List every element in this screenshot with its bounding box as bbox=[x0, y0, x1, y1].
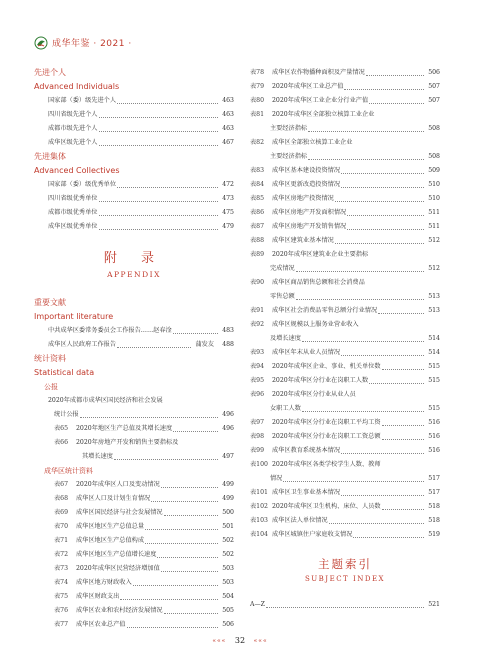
table-number: 表76 bbox=[54, 607, 69, 614]
entry-title: 成华区房地产开发销售情况 bbox=[272, 223, 347, 230]
table-number: 表103 bbox=[250, 517, 268, 524]
dot-leader bbox=[164, 613, 218, 614]
entry-title: 2020年成华区分行业在岗职工人数 bbox=[272, 377, 369, 384]
dot-leader bbox=[164, 515, 218, 516]
page-ref: 510 bbox=[428, 181, 440, 188]
table-number: 表102 bbox=[250, 503, 268, 510]
dot-leader bbox=[382, 509, 424, 510]
dot-leader bbox=[133, 585, 218, 586]
entry-title: 成华区商品销售总额和社会消费品 bbox=[272, 279, 365, 286]
section-heading-en: Advanced Collectives bbox=[34, 166, 120, 175]
toc-entry[interactable] bbox=[250, 430, 440, 444]
dot-leader bbox=[341, 495, 424, 496]
entry-title: 成都市级先进个人 bbox=[48, 125, 98, 132]
entry-title: 2020年成华区分行业在岗职工工资总额 bbox=[272, 433, 381, 440]
entry-title: 成华区教育系统基本情况 bbox=[272, 447, 341, 454]
page-ref: 507 bbox=[428, 97, 440, 104]
toc-entry[interactable] bbox=[250, 122, 440, 136]
table-number: 表93 bbox=[250, 349, 265, 356]
entry-title: 成华区地区生产总值总量 bbox=[76, 523, 145, 530]
toc-entry[interactable] bbox=[34, 506, 234, 520]
toc-entry[interactable] bbox=[250, 598, 440, 612]
dot-leader bbox=[382, 425, 424, 426]
page-header bbox=[0, 0, 480, 50]
table-number: 表67 bbox=[54, 481, 69, 488]
page-ref: 521 bbox=[428, 601, 440, 608]
table-number: 表87 bbox=[250, 223, 265, 230]
page-ref: 514 bbox=[428, 349, 440, 356]
toc-entry[interactable] bbox=[34, 590, 234, 604]
toc-entry[interactable] bbox=[34, 618, 234, 632]
toc-entry[interactable] bbox=[34, 192, 234, 206]
toc-entry[interactable] bbox=[34, 94, 234, 108]
entry-title: 成华区卫生事业基本情况 bbox=[272, 489, 341, 496]
entry-title: 2020年成华区各类学校学生人数、教师 bbox=[272, 461, 381, 468]
toc-entry[interactable] bbox=[250, 374, 440, 388]
toc-entry[interactable] bbox=[250, 220, 440, 234]
toc-entry[interactable] bbox=[250, 514, 440, 528]
page-ref: 513 bbox=[428, 307, 440, 314]
dot-leader bbox=[173, 431, 218, 432]
page-ref: 511 bbox=[428, 209, 440, 216]
dot-leader bbox=[117, 103, 218, 104]
toc-entry[interactable] bbox=[250, 528, 440, 542]
toc-entry[interactable] bbox=[34, 604, 234, 618]
dot-leader bbox=[117, 187, 218, 188]
page-ref: 506 bbox=[222, 621, 234, 628]
table-number: 表77 bbox=[54, 621, 69, 628]
toc-entry[interactable] bbox=[250, 472, 440, 486]
table-number: 表98 bbox=[250, 433, 265, 440]
entry-title: 成华区基本建设投资情况 bbox=[272, 167, 341, 174]
entry-title: 成华区地区生产总值构成 bbox=[76, 537, 145, 544]
table-number: 表75 bbox=[54, 593, 69, 600]
yearbook-logo-icon bbox=[34, 36, 48, 50]
page-ref: 475 bbox=[222, 209, 234, 216]
dot-leader bbox=[341, 355, 424, 356]
dot-leader bbox=[308, 131, 424, 132]
entry-title: 成华区规模以上服务业营业收入 bbox=[272, 321, 359, 328]
dot-leader bbox=[117, 347, 191, 348]
section-heading-en: 附 录 bbox=[103, 251, 165, 266]
table-number: 表79 bbox=[250, 83, 265, 90]
entry-title: 成华区财政支出 bbox=[76, 593, 120, 600]
page-ref: 502 bbox=[222, 537, 234, 544]
page-ref: 496 bbox=[222, 425, 234, 432]
entry-title: 成华区农业总产值 bbox=[76, 621, 126, 628]
page-ref: 507 bbox=[428, 83, 440, 90]
dot-leader bbox=[329, 523, 424, 524]
dot-leader bbox=[283, 481, 424, 482]
page-ref: 517 bbox=[428, 489, 440, 496]
toc-entry[interactable] bbox=[34, 478, 234, 492]
table-number: 表70 bbox=[54, 523, 69, 530]
dot-leader bbox=[99, 201, 219, 202]
table-number: 表81 bbox=[250, 111, 265, 118]
toc-entry[interactable] bbox=[34, 450, 234, 464]
dot-leader bbox=[347, 215, 424, 216]
dot-leader bbox=[369, 383, 424, 384]
entry-title: 成华区法人单位情况 bbox=[272, 517, 328, 524]
toc-entry[interactable] bbox=[250, 416, 440, 430]
entry-title: 2020年成华区工业企业分行业产值 bbox=[272, 97, 369, 104]
toc-entry[interactable] bbox=[34, 136, 234, 150]
toc-entry[interactable] bbox=[250, 486, 440, 500]
entry-title: 统计公报 bbox=[54, 411, 79, 418]
page-ref: 463 bbox=[222, 97, 234, 104]
dot-leader bbox=[266, 607, 424, 608]
page-ref: 509 bbox=[428, 167, 440, 174]
entry-title: 零售总额 bbox=[270, 293, 295, 300]
toc-entry[interactable] bbox=[250, 80, 440, 94]
entry-title: 及增长速度 bbox=[270, 335, 301, 342]
toc-entry[interactable] bbox=[34, 562, 234, 576]
entry-title: 成华区人民政府工作报告 bbox=[48, 341, 117, 348]
entry-title: 成华区建筑业基本情况 bbox=[272, 237, 334, 244]
entry-title: 成华区社会消费品零售总额分行业情况 bbox=[272, 307, 378, 314]
page-ref: 518 bbox=[428, 503, 440, 510]
entry-title: 成华区级先进个人 bbox=[48, 139, 98, 146]
page-ref: 479 bbox=[222, 223, 234, 230]
toc-entry[interactable] bbox=[34, 108, 234, 122]
table-number: 表89 bbox=[250, 251, 265, 258]
entry-title: 国家部（委）级优秀单位 bbox=[48, 181, 117, 188]
toc-right-column bbox=[250, 66, 440, 612]
dot-leader bbox=[114, 459, 218, 460]
toc-entry[interactable] bbox=[250, 262, 440, 276]
table-number: 表96 bbox=[250, 391, 265, 398]
page-ref: 497 bbox=[222, 453, 234, 460]
toc-entry[interactable] bbox=[34, 206, 234, 220]
entry-title: 主要经济指标 bbox=[270, 153, 308, 160]
page-ref: 501 bbox=[222, 523, 234, 530]
page-ref: 518 bbox=[428, 517, 440, 524]
page-number: 32 bbox=[234, 636, 246, 645]
table-number: 表86 bbox=[250, 209, 265, 216]
page-ref: 496 bbox=[222, 411, 234, 418]
toc-entry[interactable] bbox=[34, 220, 234, 234]
table-number: 表78 bbox=[250, 69, 265, 76]
entry-title: 2020年成都市成华区国民经济和社会发展 bbox=[48, 397, 163, 404]
dot-leader bbox=[382, 369, 424, 370]
toc-entry[interactable] bbox=[34, 178, 234, 192]
page-ref: 473 bbox=[222, 195, 234, 202]
toc-entry-line bbox=[250, 388, 440, 402]
page-ref: 508 bbox=[428, 125, 440, 132]
table-number: 表68 bbox=[54, 495, 69, 502]
footer-ornament-left: ««« bbox=[212, 637, 227, 645]
dot-leader bbox=[302, 341, 424, 342]
table-number: 表65 bbox=[54, 425, 69, 432]
dot-leader bbox=[99, 131, 219, 132]
entry-title: 成华区国民经济与社会发展情况 bbox=[76, 509, 163, 516]
toc-entry-line bbox=[34, 436, 234, 450]
table-number: 表85 bbox=[250, 195, 265, 202]
toc-entry-line bbox=[250, 136, 440, 150]
dot-leader bbox=[99, 229, 219, 230]
page-ref: 463 bbox=[222, 125, 234, 132]
entry-title: 情况 bbox=[270, 475, 283, 482]
subsection-heading: 成华区统计资料 bbox=[44, 467, 93, 475]
page-ref: 515 bbox=[428, 405, 440, 412]
dot-leader bbox=[157, 557, 218, 558]
page-ref: 516 bbox=[428, 433, 440, 440]
section-heading: 主题索引 bbox=[318, 557, 372, 571]
toc-entry-line bbox=[250, 458, 440, 472]
entry-title: 2020年成华区建筑业企业主要指标 bbox=[272, 251, 369, 258]
page-ref: 500 bbox=[222, 509, 234, 516]
page-ref: 463 bbox=[222, 111, 234, 118]
page-ref: 508 bbox=[428, 153, 440, 160]
page-ref: 503 bbox=[222, 579, 234, 586]
entry-title: 成华区地区生产总值增长速度 bbox=[76, 551, 157, 558]
entry-title: 主要经济指标 bbox=[270, 125, 308, 132]
toc-entry[interactable] bbox=[250, 164, 440, 178]
table-number: 表101 bbox=[250, 489, 268, 496]
dot-leader bbox=[80, 417, 218, 418]
toc-entry[interactable] bbox=[250, 178, 440, 192]
toc-entry-line bbox=[34, 394, 234, 408]
table-number: 表94 bbox=[250, 363, 265, 370]
page-ref: 516 bbox=[428, 419, 440, 426]
table-number: 表90 bbox=[250, 279, 265, 286]
section-heading-en: APPENDIX bbox=[107, 270, 161, 279]
dot-leader bbox=[161, 487, 218, 488]
dot-leader bbox=[151, 501, 218, 502]
dot-leader bbox=[145, 529, 218, 530]
dot-leader bbox=[341, 453, 424, 454]
entry-title: 成华区更新改造投资情况 bbox=[272, 181, 341, 188]
toc-entry[interactable] bbox=[34, 338, 234, 352]
table-number: 表104 bbox=[250, 531, 268, 538]
toc-entry[interactable] bbox=[250, 94, 440, 108]
entry-title: 2020年成华区分行业从业人员 bbox=[272, 391, 356, 398]
toc-entry[interactable] bbox=[34, 492, 234, 506]
dot-leader bbox=[353, 537, 424, 538]
dot-leader bbox=[99, 145, 219, 146]
footer-ornament-right: ««« bbox=[253, 637, 268, 645]
dot-leader bbox=[378, 313, 424, 314]
entry-title: 其增长速度 bbox=[82, 453, 113, 460]
toc-entry[interactable] bbox=[250, 192, 440, 206]
entry-title: 四川省级优秀单位 bbox=[48, 195, 98, 202]
toc-entry[interactable] bbox=[250, 332, 440, 346]
dot-leader bbox=[308, 159, 424, 160]
toc-entry-line bbox=[250, 276, 440, 290]
page-ref: 512 bbox=[428, 265, 440, 272]
page-ref: 488 bbox=[222, 341, 234, 348]
toc-entry-line bbox=[250, 318, 440, 332]
entry-title: 女职工人数 bbox=[270, 405, 301, 412]
toc-entry-line bbox=[250, 248, 440, 262]
page-ref: 467 bbox=[222, 139, 234, 146]
table-number: 表66 bbox=[54, 439, 69, 446]
page-ref: 510 bbox=[428, 195, 440, 202]
entry-title: 成华区年末从业人员情况 bbox=[272, 349, 341, 356]
dot-leader bbox=[344, 89, 424, 90]
entry-title: 2020年成华区全部独立核算工业企业 bbox=[272, 111, 375, 118]
page-ref: 503 bbox=[222, 565, 234, 572]
table-number: 表83 bbox=[250, 167, 265, 174]
entry-title: 四川省级先进个人 bbox=[48, 111, 98, 118]
page-ref: 513 bbox=[428, 293, 440, 300]
toc-entry[interactable] bbox=[250, 304, 440, 318]
toc-entry[interactable] bbox=[34, 548, 234, 562]
table-number: 表99 bbox=[250, 447, 265, 454]
toc-entry[interactable] bbox=[250, 150, 440, 164]
table-number: 表73 bbox=[54, 565, 69, 572]
dot-leader bbox=[99, 215, 219, 216]
entry-title: 2020年成华区卫生机构、床位、人员数 bbox=[272, 503, 381, 510]
table-number: 表72 bbox=[54, 551, 69, 558]
table-number: 表97 bbox=[250, 419, 265, 426]
dot-leader bbox=[173, 333, 218, 334]
table-number: 表100 bbox=[250, 461, 268, 468]
toc-entry[interactable] bbox=[250, 206, 440, 220]
entry-title: 国家部（委）级先进个人 bbox=[48, 97, 117, 104]
entry-title: 成华区地方财政收入 bbox=[76, 579, 132, 586]
page-ref: 514 bbox=[428, 335, 440, 342]
page-ref: 499 bbox=[222, 495, 234, 502]
toc-entry[interactable] bbox=[34, 422, 234, 436]
header-title: 成华年鉴 · 2021 · bbox=[52, 39, 132, 49]
toc-entry[interactable] bbox=[250, 444, 440, 458]
table-number: 表71 bbox=[54, 537, 69, 544]
page-ref: 502 bbox=[222, 551, 234, 558]
dot-leader bbox=[161, 571, 218, 572]
dot-leader bbox=[127, 627, 219, 628]
table-number: 表92 bbox=[250, 321, 265, 328]
page-ref: 504 bbox=[222, 593, 234, 600]
toc-left-column bbox=[34, 66, 234, 632]
toc-entry[interactable] bbox=[34, 576, 234, 590]
table-number: 表91 bbox=[250, 307, 265, 314]
toc-entry[interactable] bbox=[250, 66, 440, 80]
page-ref: 499 bbox=[222, 481, 234, 488]
section-heading-en: Statistical data bbox=[34, 368, 95, 377]
page-ref: 515 bbox=[428, 363, 440, 370]
entry-title: 成华区农作物播种面积及产量情况 bbox=[272, 69, 365, 76]
section-heading: 先进集体 bbox=[34, 152, 66, 161]
dot-leader bbox=[99, 117, 219, 118]
toc-entry-line bbox=[250, 108, 440, 122]
dot-leader bbox=[369, 103, 424, 104]
table-number: 表82 bbox=[250, 139, 265, 146]
toc-entry[interactable] bbox=[34, 520, 234, 534]
dot-leader bbox=[296, 299, 424, 300]
page-footer bbox=[0, 636, 480, 645]
dot-leader bbox=[145, 543, 218, 544]
entry-title: 2020年地区生产总值及其增长速度 bbox=[76, 425, 173, 432]
dot-leader bbox=[382, 439, 424, 440]
page-ref: 511 bbox=[428, 223, 440, 230]
dot-leader bbox=[366, 75, 424, 76]
toc-entry[interactable] bbox=[34, 122, 234, 136]
dot-leader bbox=[335, 243, 424, 244]
toc-entry[interactable] bbox=[250, 500, 440, 514]
entry-title: 完成情况 bbox=[270, 265, 295, 272]
entry-title: 成华区农业和农村经济发展情况 bbox=[76, 607, 163, 614]
dot-leader bbox=[296, 271, 424, 272]
page-ref: 517 bbox=[428, 475, 440, 482]
entry-title: A—Z bbox=[250, 601, 265, 608]
page-ref: 483 bbox=[222, 327, 234, 334]
dot-leader bbox=[341, 173, 424, 174]
toc-entry[interactable] bbox=[250, 290, 440, 304]
entry-title: 2020年成华区分行业在岗职工平均工资 bbox=[272, 419, 381, 426]
entry-title: 2020年成华区人口及变动情况 bbox=[76, 481, 160, 488]
page-ref: 516 bbox=[428, 447, 440, 454]
entry-title: 成华区城镇住户家庭收支情况 bbox=[272, 531, 353, 538]
dot-leader bbox=[302, 411, 424, 412]
entry-title: 成华区级优秀单位 bbox=[48, 223, 98, 230]
subsection-heading: 公报 bbox=[44, 383, 58, 391]
entry-author: 蒲发友 bbox=[195, 341, 214, 348]
toc-entry[interactable] bbox=[34, 408, 234, 422]
entry-title: 成华区房地产开发面积情况 bbox=[272, 209, 347, 216]
entry-title: 中共成华区委常务委员会工作报告……赵春淦 bbox=[48, 327, 172, 334]
entry-title: 2020年成华区企业、事业、机关单位数 bbox=[272, 363, 381, 370]
page-ref: 505 bbox=[222, 607, 234, 614]
entry-title: 2020年成华区民营经济增加值 bbox=[76, 565, 160, 572]
entry-title: 2020年房地产开发和销售主要指标及 bbox=[76, 439, 179, 446]
page-ref: 472 bbox=[222, 181, 234, 188]
section-heading-en: Advanced Individuals bbox=[34, 82, 120, 91]
section-heading: 统计资料 bbox=[34, 354, 66, 363]
section-heading: 先进个人 bbox=[34, 68, 66, 77]
section-heading-en: SUBJECT INDEX bbox=[304, 575, 386, 583]
table-number: 表84 bbox=[250, 181, 265, 188]
table-number: 表80 bbox=[250, 97, 265, 104]
dot-leader bbox=[120, 599, 218, 600]
toc-entry[interactable] bbox=[250, 346, 440, 360]
entry-title: 成华区人口及计划生育情况 bbox=[76, 495, 151, 502]
entry-title: 成都市级优秀单位 bbox=[48, 209, 98, 216]
toc-entry[interactable] bbox=[34, 534, 234, 548]
table-number: 表69 bbox=[54, 509, 69, 516]
entry-title: 成华区房地产投资情况 bbox=[272, 195, 334, 202]
toc-entry[interactable] bbox=[250, 360, 440, 374]
table-number: 表74 bbox=[54, 579, 69, 586]
dot-leader bbox=[347, 229, 424, 230]
page-ref: 515 bbox=[428, 377, 440, 384]
table-number: 表88 bbox=[250, 237, 265, 244]
dot-leader bbox=[341, 187, 424, 188]
toc-entry[interactable] bbox=[34, 324, 234, 338]
section-heading: 重要文献 bbox=[34, 298, 66, 307]
page-ref: 512 bbox=[428, 237, 440, 244]
page-ref: 506 bbox=[428, 69, 440, 76]
section-heading-en: Important literature bbox=[34, 312, 114, 321]
page-ref: 519 bbox=[428, 531, 440, 538]
dot-leader bbox=[335, 201, 424, 202]
toc-entry[interactable] bbox=[250, 234, 440, 248]
entry-title: 2020年成华区工业总产值 bbox=[272, 83, 344, 90]
entry-title: 成华区全部独立核算工业企业 bbox=[272, 139, 353, 146]
table-number: 表95 bbox=[250, 377, 265, 384]
toc-entry[interactable] bbox=[250, 402, 440, 416]
